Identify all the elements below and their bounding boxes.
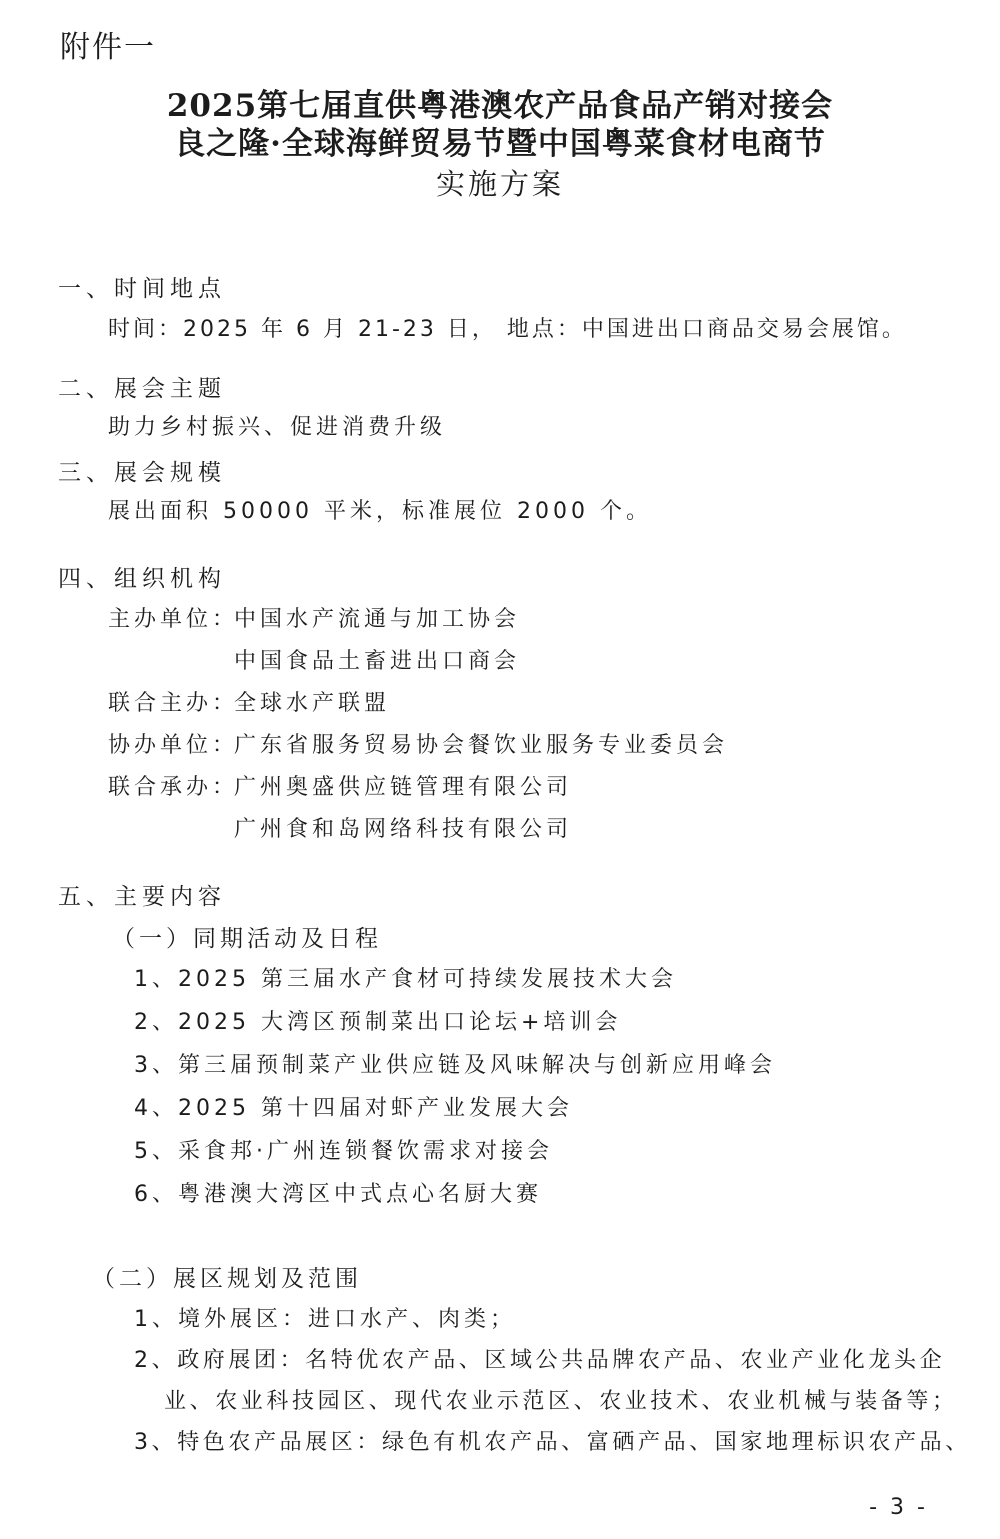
event-item: 3、第三届预制菜产业供应链及风味解决与创新应用峰会 [134, 1053, 776, 1078]
event-item: 1、2025 第三届水产食材可持续发展技术大会 [134, 967, 677, 992]
section-1-heading: 一、时间地点 [58, 276, 226, 302]
section-3-text: 展出面积 50000 平米，标准展位 2000 个。 [108, 499, 652, 524]
section-3-heading: 三、展会规模 [58, 460, 226, 486]
title-line-1: 2025第七届直供粤港澳农产品食品产销对接会 [166, 88, 834, 124]
section-4-heading: 四、组织机构 [58, 566, 226, 592]
zone-item: 3、特色农产品展区：绿色有机农产品、富硒产品、国家地理标识农产品、 [134, 1430, 971, 1455]
section-2-heading: 二、展会主题 [58, 376, 226, 402]
host-value-1: 中国水产流通与加工协会 [234, 607, 521, 632]
section-2-text: 助力乡村振兴、促进消费升级 [108, 415, 447, 440]
assist-label: 协办单位： [108, 733, 239, 758]
attachment-label: 附件一 [60, 30, 156, 65]
event-item: 2、2025 大湾区预制菜出口论坛+培训会 [134, 1010, 622, 1035]
cohost-label: 联合主办： [108, 691, 239, 716]
host-row [108, 602, 520, 633]
host-value-2: 中国食品土畜进出口商会 [234, 649, 521, 674]
subsection-1-heading: （一）同期活动及日程 [112, 926, 382, 952]
organizer-value-2: 广州食和岛网络科技有限公司 [234, 817, 573, 842]
title-line-2: 良之隆·全球海鲜贸易节暨中国粤菜食材电商节 [174, 126, 826, 162]
zone-item: 1、境外展区：进口水产、肉类； [134, 1307, 516, 1332]
event-item: 5、采食邦·广州连锁餐饮需求对接会 [134, 1139, 553, 1164]
event-item: 6、粤港澳大湾区中式点心名厨大赛 [134, 1182, 542, 1207]
organizer-value-1: 广州奥盛供应链管理有限公司 [234, 775, 573, 800]
section-1-text: 时间：2025 年 6 月 21-23 日， 地点：中国进出口商品交易会展馆。 [108, 317, 907, 342]
subtitle: 实施方案 [435, 167, 564, 201]
zone-item: 2、政府展团：名特优农产品、区域公共品牌农产品、农业产业化龙头企 [134, 1348, 946, 1373]
host-label: 主办单位： [108, 607, 239, 632]
page-number: - 3 - [869, 1495, 928, 1520]
assist-row [108, 728, 728, 759]
cohost-value: 全球水产联盟 [234, 691, 391, 716]
event-item: 4、2025 第十四届对虾产业发展大会 [134, 1096, 573, 1121]
organizer-row [108, 770, 572, 801]
organizer-label: 联合承办： [108, 775, 239, 800]
subsection-2-heading: （二）展区规划及范围 [92, 1266, 362, 1292]
cohost-row [108, 686, 390, 717]
zone-item-continued: 业、农业科技园区、现代农业示范区、农业技术、农业机械与装备等； [164, 1389, 958, 1414]
assist-value: 广东省服务贸易协会餐饮业服务专业委员会 [234, 733, 729, 758]
section-5-heading: 五、主要内容 [58, 884, 226, 910]
